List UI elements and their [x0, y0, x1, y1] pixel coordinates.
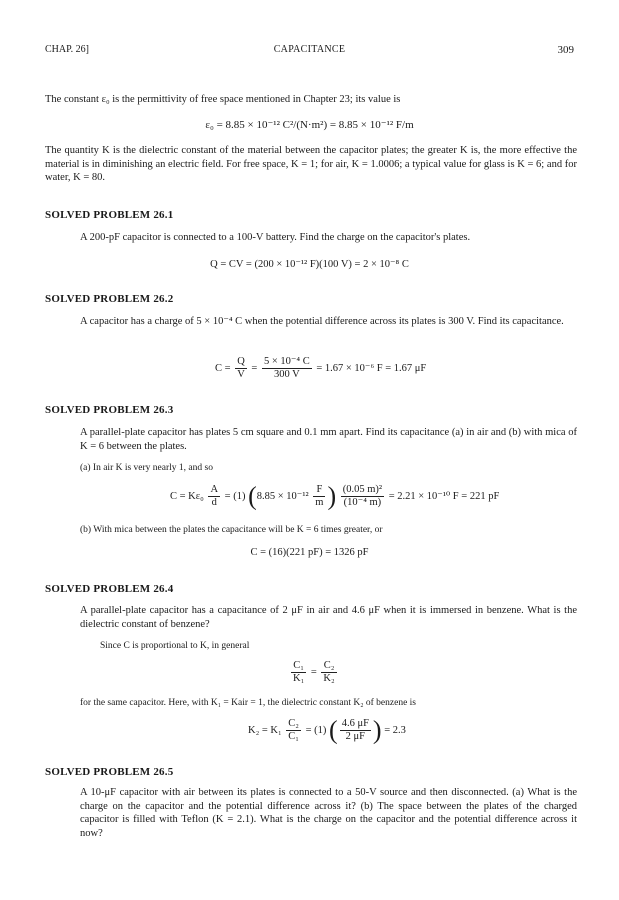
eq-lhs: C = — [215, 362, 231, 374]
fraction-c2-k2: $\frac{\text{C₂}}{\text{K₂}}$ — [323, 660, 335, 684]
fraction-benzene-air: $\frac{4.6 \mu F}{2 \mu F}$ — [341, 718, 369, 742]
dielectric-text: The quantity K is the dielectric constant of the material between the capacitor plates; the greater K is, the more effective the material is in diminishing an electric field. For free space, K = 1; for air, K = 1.0006; a typical value for glass is K = 6; and for water, K = 80. — [45, 145, 577, 183]
problem-26-3-part-a: (a) In air K is very nearly 1, and so — [80, 463, 213, 473]
problem-26-4-statement: A parallel-plate capacitor has a capacitance of 2 μF in air and 4.6 μF when it is immersed in benzene. What is the dielectric constant of benzene? — [80, 605, 577, 630]
fraction-q-v: $\frac{Q}{V}$ — [237, 356, 245, 380]
problem-26-4-for-same: for the same capacitor. Here, with K₁ = Kair = 1, the dielectric constant K₂ of benzene is — [80, 698, 416, 708]
eq-result: = 1.67 × 10⁻⁶ F = 1.67 μF — [316, 362, 427, 374]
problem-26-3-heading: SOLVED PROBLEM 26.3 — [45, 404, 174, 416]
problem-26-1-heading: SOLVED PROBLEM 26.1 — [45, 209, 174, 221]
problem-26-5-statement: A 10-μF capacitor with air between its plates is connected to a 50-V source and then disconnected. (a) What is the charge on the capacitor and the potential difference across it? (b) The space between the plates of the charged capacitor is filled with Teflon (K = 2.1). What is the charge on the capacitor and the potential difference across it now? — [80, 787, 577, 839]
problem-26-2-statement: A capacitor has a charge of 5 × 10⁻⁴ C when the potential difference across its plates is 300 V. Find its capacitance. — [80, 316, 564, 327]
problem-26-5-heading: SOLVED PROBLEM 26.5 — [45, 766, 174, 778]
problem-26-2-heading: SOLVED PROBLEM 26.2 — [45, 293, 174, 305]
problem-26-4-since: Since C is proportional to K, in general — [100, 641, 250, 651]
problem-26-4-equation: K₂ = K₁ $\frac{\text{C₂}}{\text{C₁}}$ = (1) ( $\frac{4.6 \mu F}{2 \mu F}$ ) = 2.3 — [248, 715, 406, 745]
problem-26-3-statement: A parallel-plate capacitor has plates 5 cm square and 0.1 mm apart. Find its capacitance (a) in air and (b) with mica of K = 6 between the plates. — [80, 427, 577, 452]
chapter-label: CHAP. 26] — [45, 44, 89, 55]
fraction-c2-c1: $\frac{\text{C₂}}{\text{C₁}}$ — [288, 718, 299, 742]
problem-26-4-ratio: $\frac{\text{C₁}}{\text{K₁}}$ = $\frac{\text{C₂}}{\text{K₂}}$ — [293, 660, 335, 684]
problem-26-4-heading: SOLVED PROBLEM 26.4 — [45, 583, 174, 595]
problem-26-1-solution: Q = CV = (200 × 10⁻¹² F)(100 V) = 2 × 10⁻⁸ C — [210, 259, 409, 270]
fraction-area-gap: $\frac{\text{(0.05 m)²}}{\text{(10⁻⁴ m)}}$ — [342, 484, 383, 508]
problem-26-1-statement: A 200-pF capacitor is connected to a 100-V battery. Find the charge on the capacitor's plates. — [80, 232, 471, 243]
problem-26-3-part-b: (b) With mica between the plates the capacitance will be K = 6 times greater, or — [80, 525, 383, 535]
problem-26-3-equation-b: C = (16)(221 pF) = 1326 pF — [250, 547, 369, 558]
problem-26-3-equation-a: C = Kε₀ $\frac{A}{d}$ = (1) (8.85 × 10⁻¹² $\frac{F}{m}$ ) $\frac{\text{(0.05 m)²}}{\text{(10⁻⁴ m)}}$ = 2.21 × 10⁻¹⁰ F = 221 pF — [170, 481, 500, 511]
page-number: 309 — [557, 44, 574, 56]
running-title: CAPACITANCE — [273, 44, 346, 55]
fraction-c1-k1: $\frac{\text{C₁}}{\text{K₁}}$ — [293, 660, 305, 684]
fraction-values: $\frac{\text{5 × 10⁻⁴ C}}{300 V}$ — [263, 356, 310, 380]
permittivity-text: The constant ε₀ is the permittivity of free space mentioned in Chapter 23; its value is — [45, 94, 401, 105]
permittivity-equation: ε₀ = 8.85 × 10⁻¹² C²/(N·m²) = 8.85 × 10⁻¹² F/m — [205, 119, 414, 131]
fraction-a-d: $\frac{A}{d}$ — [210, 484, 219, 508]
fraction-f-m: $\frac{F}{m}$ — [315, 484, 324, 508]
problem-26-2-equation: C = $\frac{Q}{V}$ = $\frac{\text{5 × 10⁻⁴ C}}{300 V}$ = 1.67 × 10⁻⁶ F = 1.67 μF — [215, 356, 427, 380]
